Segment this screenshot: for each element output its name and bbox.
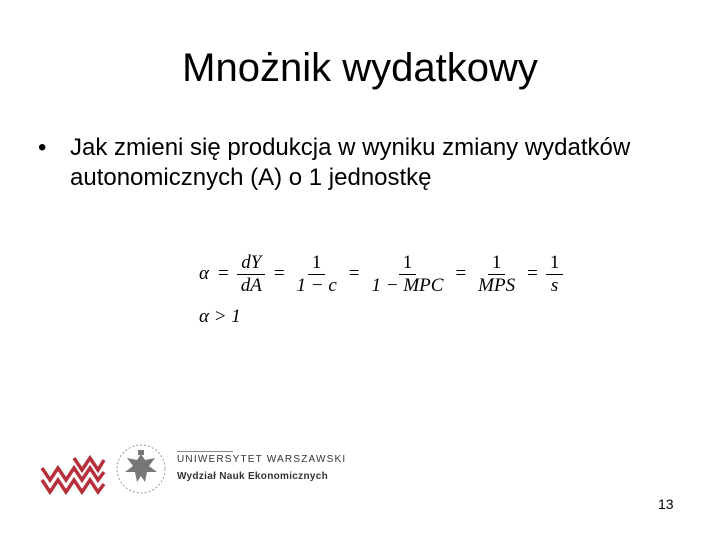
multiplier-formula [196, 246, 565, 332]
fraction-denominator: MPS [478, 274, 516, 296]
formula-row-equation [196, 246, 565, 302]
alpha-inequality: α > 1 [199, 306, 241, 327]
equals-sign: = [527, 263, 538, 284]
university-logo [40, 440, 370, 505]
slide-title: Mnożnik wydatkowy [182, 46, 538, 90]
equals-sign: = [348, 263, 360, 284]
page-number: 13 [658, 496, 674, 512]
fraction-numerator: 1 [308, 252, 326, 275]
university-name: UNIWERSYTET WARSZAWSKI [177, 454, 347, 465]
fraction-numerator: 1 [488, 252, 506, 275]
equals-sign: = [217, 263, 229, 284]
fraction-denominator: 1 − MPC [371, 274, 444, 296]
bullet-dot: • [38, 134, 47, 161]
alpha-symbol: α [199, 263, 209, 284]
equals-sign: = [455, 263, 467, 284]
bullet-text: Jak zmieni się produkcja w wyniku zmiany wydatków autonomicznych (A) o 1 jednostkę [70, 134, 631, 191]
equals-sign: = [273, 263, 285, 284]
university-seal-icon [115, 440, 167, 498]
fraction-numerator: 1 [546, 252, 564, 275]
faculty-name: Wydział Nauk Ekonomicznych [177, 471, 328, 482]
fraction-one-minus-mpc [366, 252, 450, 297]
fraction-numerator: dY [237, 252, 265, 275]
fraction-one-minus-c [291, 252, 343, 297]
fraction-numerator: 1 [399, 252, 417, 275]
fraction-denominator: dA [240, 274, 262, 296]
fraction-mps [472, 252, 521, 297]
fraction-s [544, 252, 566, 297]
fraction-dy-da [235, 252, 268, 297]
fraction-denominator: s [550, 274, 559, 296]
fraction-denominator: 1 − c [296, 274, 337, 296]
formula-row-inequality [196, 302, 565, 332]
wne-wave-logo-icon [40, 450, 106, 498]
logo-divider [177, 451, 233, 452]
